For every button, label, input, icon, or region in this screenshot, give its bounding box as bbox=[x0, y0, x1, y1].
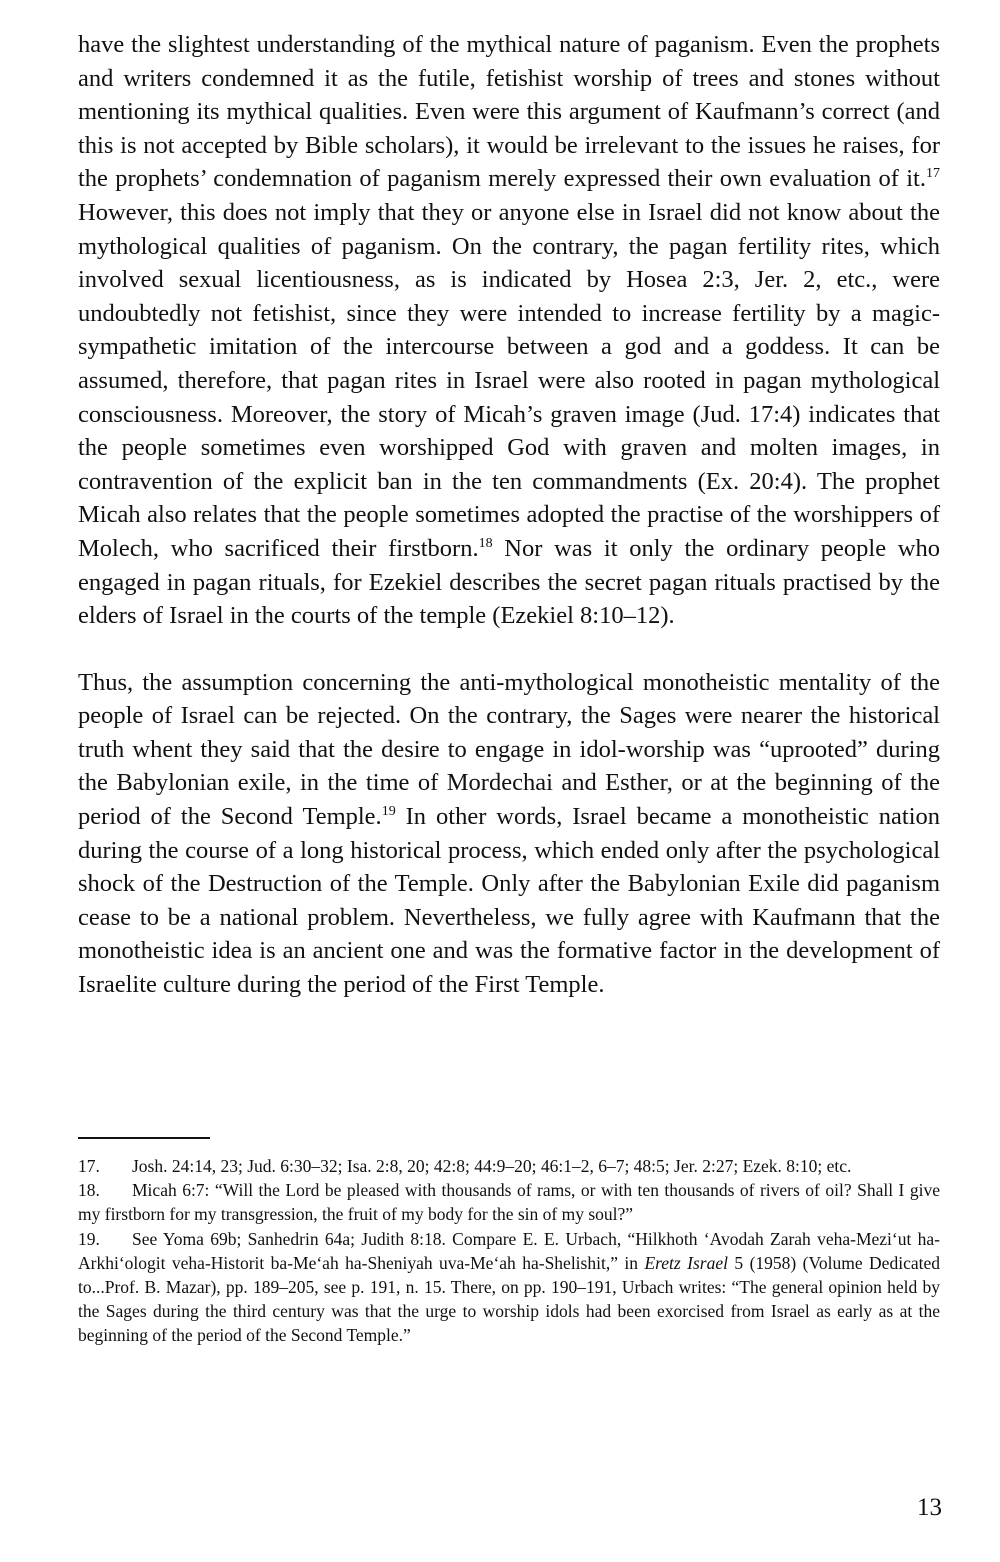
footnote-ref-18[interactable]: 18 bbox=[478, 535, 493, 551]
footnotes bbox=[78, 1154, 940, 1348]
footnote-number: 18. bbox=[78, 1180, 100, 1201]
paragraph-1-text-c: Nor was it only the ordinary people who engaged in pagan rituals, for Ezekiel describes the secret pagan rituals practised by the elders of Israel in the courts of the temple (Ezekiel 8:10–12). bbox=[78, 534, 940, 630]
paragraph-1-text-a: have the slightest understanding of the mythical nature of paganism. Even the prophets and writers condemned it as the futile, fetishist worship of trees and stones without mentioning its mythical qualities. Even were this argument of Kaufmann’s correct (and this is not accepted by Bible scholars), it would be irrelevant to the issues he raises, for the prophets’ condemnation of paganism merely expressed their own evaluation of it. bbox=[78, 31, 940, 193]
journal-title: Eretz Israel bbox=[644, 1252, 728, 1273]
footnote-separator bbox=[78, 1137, 210, 1139]
footnote-ref-17[interactable]: 17 bbox=[926, 166, 940, 182]
footnote-17 bbox=[78, 1154, 940, 1178]
footnote-number: 17. bbox=[78, 1156, 100, 1176]
footnote-text: Micah 6:7: “Will the Lord be pleased with thousands of rams, or with ten thousands of rivers of oil? Shall I give my firstborn for my transgression, the fruit of my body for the sin of my soul?” bbox=[78, 1180, 940, 1225]
footnote-number: 19. bbox=[78, 1228, 100, 1249]
footnote-text: Josh. 24:14, 23; Jud. 6:30–32; Isa. 2:8, 20; 42:8; 44:9–20; 46:1–2, 6–7; 48:5; Jer. 2:27; Ezek. 8:10; etc. bbox=[132, 1156, 852, 1176]
footnote-text-b: 5 (1958) (Volume Dedicated to...Prof. B. Mazar), pp. 189–205, see p. 191, n. 15. There, on pp. 190–191, Urbach writes: “The general opinion held by the Sages during the third century was that the urge to worship idols had been exorcised from Israel as early as at the beginning of the period of the Second Temple.” bbox=[78, 1252, 940, 1346]
body-paragraph-2 bbox=[78, 666, 940, 1002]
paragraph-1-text-b: However, this does not imply that they or anyone else in Israel did not know about the mythological qualities of paganism. On the contrary, the pagan fertility rites, which involved sexual licentiousness, as is indicated by Hosea 2:3, Jer. 2, etc., were undoubtedly not fetishist, since they were intended to increase fertility by a magic-sympathetic imitation of the intercourse between a god and a goddess. It can be assumed, therefore, that pagan rites in Israel were also rooted in pagan mythological consciousness. Moreover, the story of Micah’s graven image (Jud. 17:4) indicates that the people sometimes even worshipped God with graven and molten images, in contravention of the explicit ban in the ten commandments (Ex. 20:4). The prophet Micah also relates that the people sometimes adopted the practise of the worshippers of Molech, who sacrificed their firstborn. bbox=[78, 198, 940, 562]
footnote-19 bbox=[78, 1227, 940, 1348]
page-number: 13 bbox=[917, 1494, 942, 1521]
page-body bbox=[78, 28, 940, 1002]
paragraph-2-text-b: In other words, Israel became a monotheistic nation during the course of a long historical process, which ended only after the psychological shock of the Destruction of the Temple. Only after the Babylonian Exile did paganism cease to be a national problem. Nevertheless, we fully agree with Kaufmann that the monotheistic idea is an ancient one and was the formative factor in the development of Israelite culture during the period of the First Temple. bbox=[78, 803, 940, 999]
paragraph-2-text-a: Thus, the assumption concerning the anti-mythological monotheistic mentality of the people of Israel can be rejected. On the contrary, the Sages were nearer the historical truth whent they said that the desire to engage in idol-worship was “uprooted” during the Babylonian exile, in the time of Mordechai and Esther, or at the beginning of the period of the Second Temple. bbox=[78, 668, 940, 831]
footnote-18 bbox=[78, 1178, 940, 1226]
footnote-text-a: See Yoma 69b; Sanhedrin 64a; Judith 8:18. Compare E. E. Urbach, “Hilkhoth ‘Avodah Zarah veha-Mezi‘ut ha-Arkhi‘ologit veha-Historit ba-Me‘ah ha-Sheniyah uva-Me‘ah ha-Shelishit,” in bbox=[78, 1228, 940, 1273]
body-paragraph-1 bbox=[78, 28, 940, 633]
footnote-ref-19[interactable]: 19 bbox=[381, 803, 396, 819]
